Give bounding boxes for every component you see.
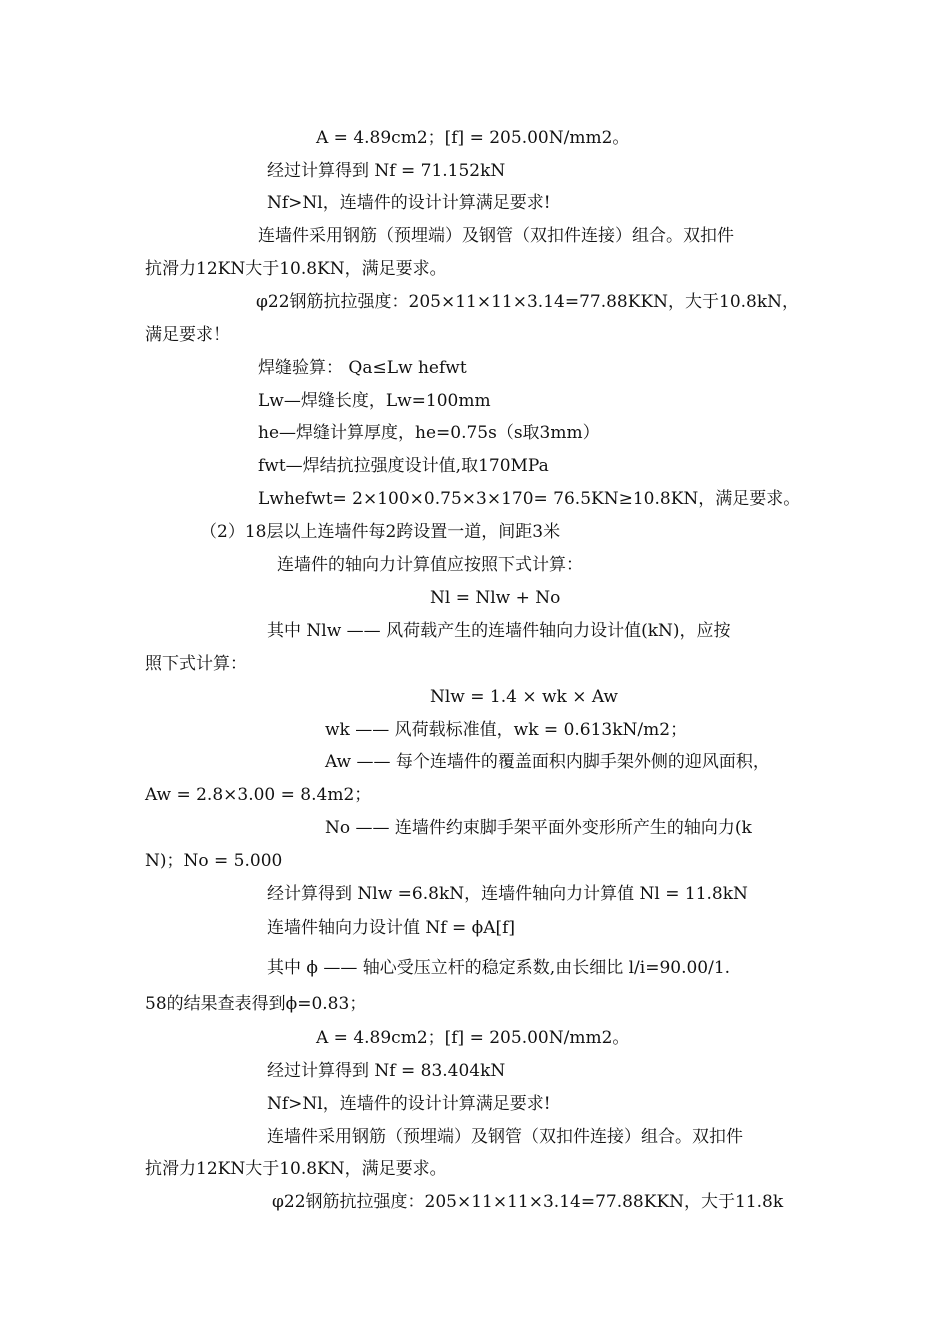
text-line: 连墙件采用钢筋（预埋端）及钢管（双扣件连接）组合。双扣件 — [258, 226, 734, 246]
formula-line: Nl = Nlw + No — [430, 588, 561, 608]
formula-line: Nlw = 1.4 × wk × Aw — [430, 687, 618, 707]
text-line: 58的结果查表得到ϕ=0.83； — [145, 994, 367, 1014]
text-line: 连墙件的轴向力计算值应按照下式计算： — [277, 555, 583, 575]
text-line: φ22钢筋抗拉强度：205×11×11×3.14=77.88KKN，大于11.8k — [272, 1192, 784, 1212]
text-line: fwt—焊结抗拉强度设计值,取170MPa — [258, 456, 549, 476]
text-line: 经过计算得到 Nf = 83.404kN — [267, 1061, 506, 1081]
text-line: 抗滑力12KN大于10.8KN，满足要求。 — [145, 1159, 447, 1179]
text-line: 其中 ϕ —— 轴心受压立杆的稳定系数,由长细比 l/i=90.00/1. — [267, 958, 731, 978]
text-line: N)；No = 5.000 — [145, 851, 283, 871]
text-line: Aw —— 每个连墙件的覆盖面积内脚手架外侧的迎风面积， — [325, 752, 770, 772]
text-line: （2）18层以上连墙件每2跨设置一道，间距3米 — [200, 522, 561, 542]
text-line: A = 4.89cm2；[f] = 205.00N/mm2。 — [316, 1028, 630, 1048]
text-line: 照下式计算： — [145, 654, 247, 674]
text-line: 连墙件采用钢筋（预埋端）及钢管（双扣件连接）组合。双扣件 — [267, 1127, 743, 1147]
text-line: No —— 连墙件约束脚手架平面外变形所产生的轴向力(k — [325, 818, 752, 838]
text-line: Lwhefwt= 2×100×0.75×3×170= 76.5KN≥10.8KN，满足要求。 — [258, 489, 801, 509]
text-line: φ22钢筋抗拉强度：205×11×11×3.14=77.88KKN，大于10.8kN， — [256, 292, 800, 312]
text-line: he—焊缝计算厚度，he=0.75s（s取3mm） — [258, 423, 600, 443]
text-line: Lw—焊缝长度，Lw=100mm — [258, 391, 491, 411]
text-line: 经计算得到 Nlw =6.8kN，连墙件轴向力计算值 Nl = 11.8kN — [267, 884, 748, 904]
text-line: Aw = 2.8×3.00 = 8.4m2； — [145, 785, 372, 805]
text-line: 经过计算得到 Nf = 71.152kN — [267, 161, 506, 181]
text-line: wk —— 风荷载标准值，wk = 0.613kN/m2； — [325, 720, 688, 740]
text-line: Nf>Nl，连墙件的设计计算满足要求! — [267, 1094, 551, 1114]
text-line: 满足要求！ — [145, 325, 230, 345]
text-line: A = 4.89cm2；[f] = 205.00N/mm2。 — [316, 128, 630, 148]
text-line: 其中 Nlw —— 风荷载产生的连墙件轴向力设计值(kN)，应按 — [267, 621, 731, 641]
text-line: 抗滑力12KN大于10.8KN，满足要求。 — [145, 259, 447, 279]
text-line: 焊缝验算： Qa≤Lw hefwt — [258, 358, 467, 378]
text-line: 连墙件轴向力设计值 Nf = ϕA[f] — [267, 918, 516, 938]
text-line: Nf>Nl，连墙件的设计计算满足要求! — [267, 193, 551, 213]
